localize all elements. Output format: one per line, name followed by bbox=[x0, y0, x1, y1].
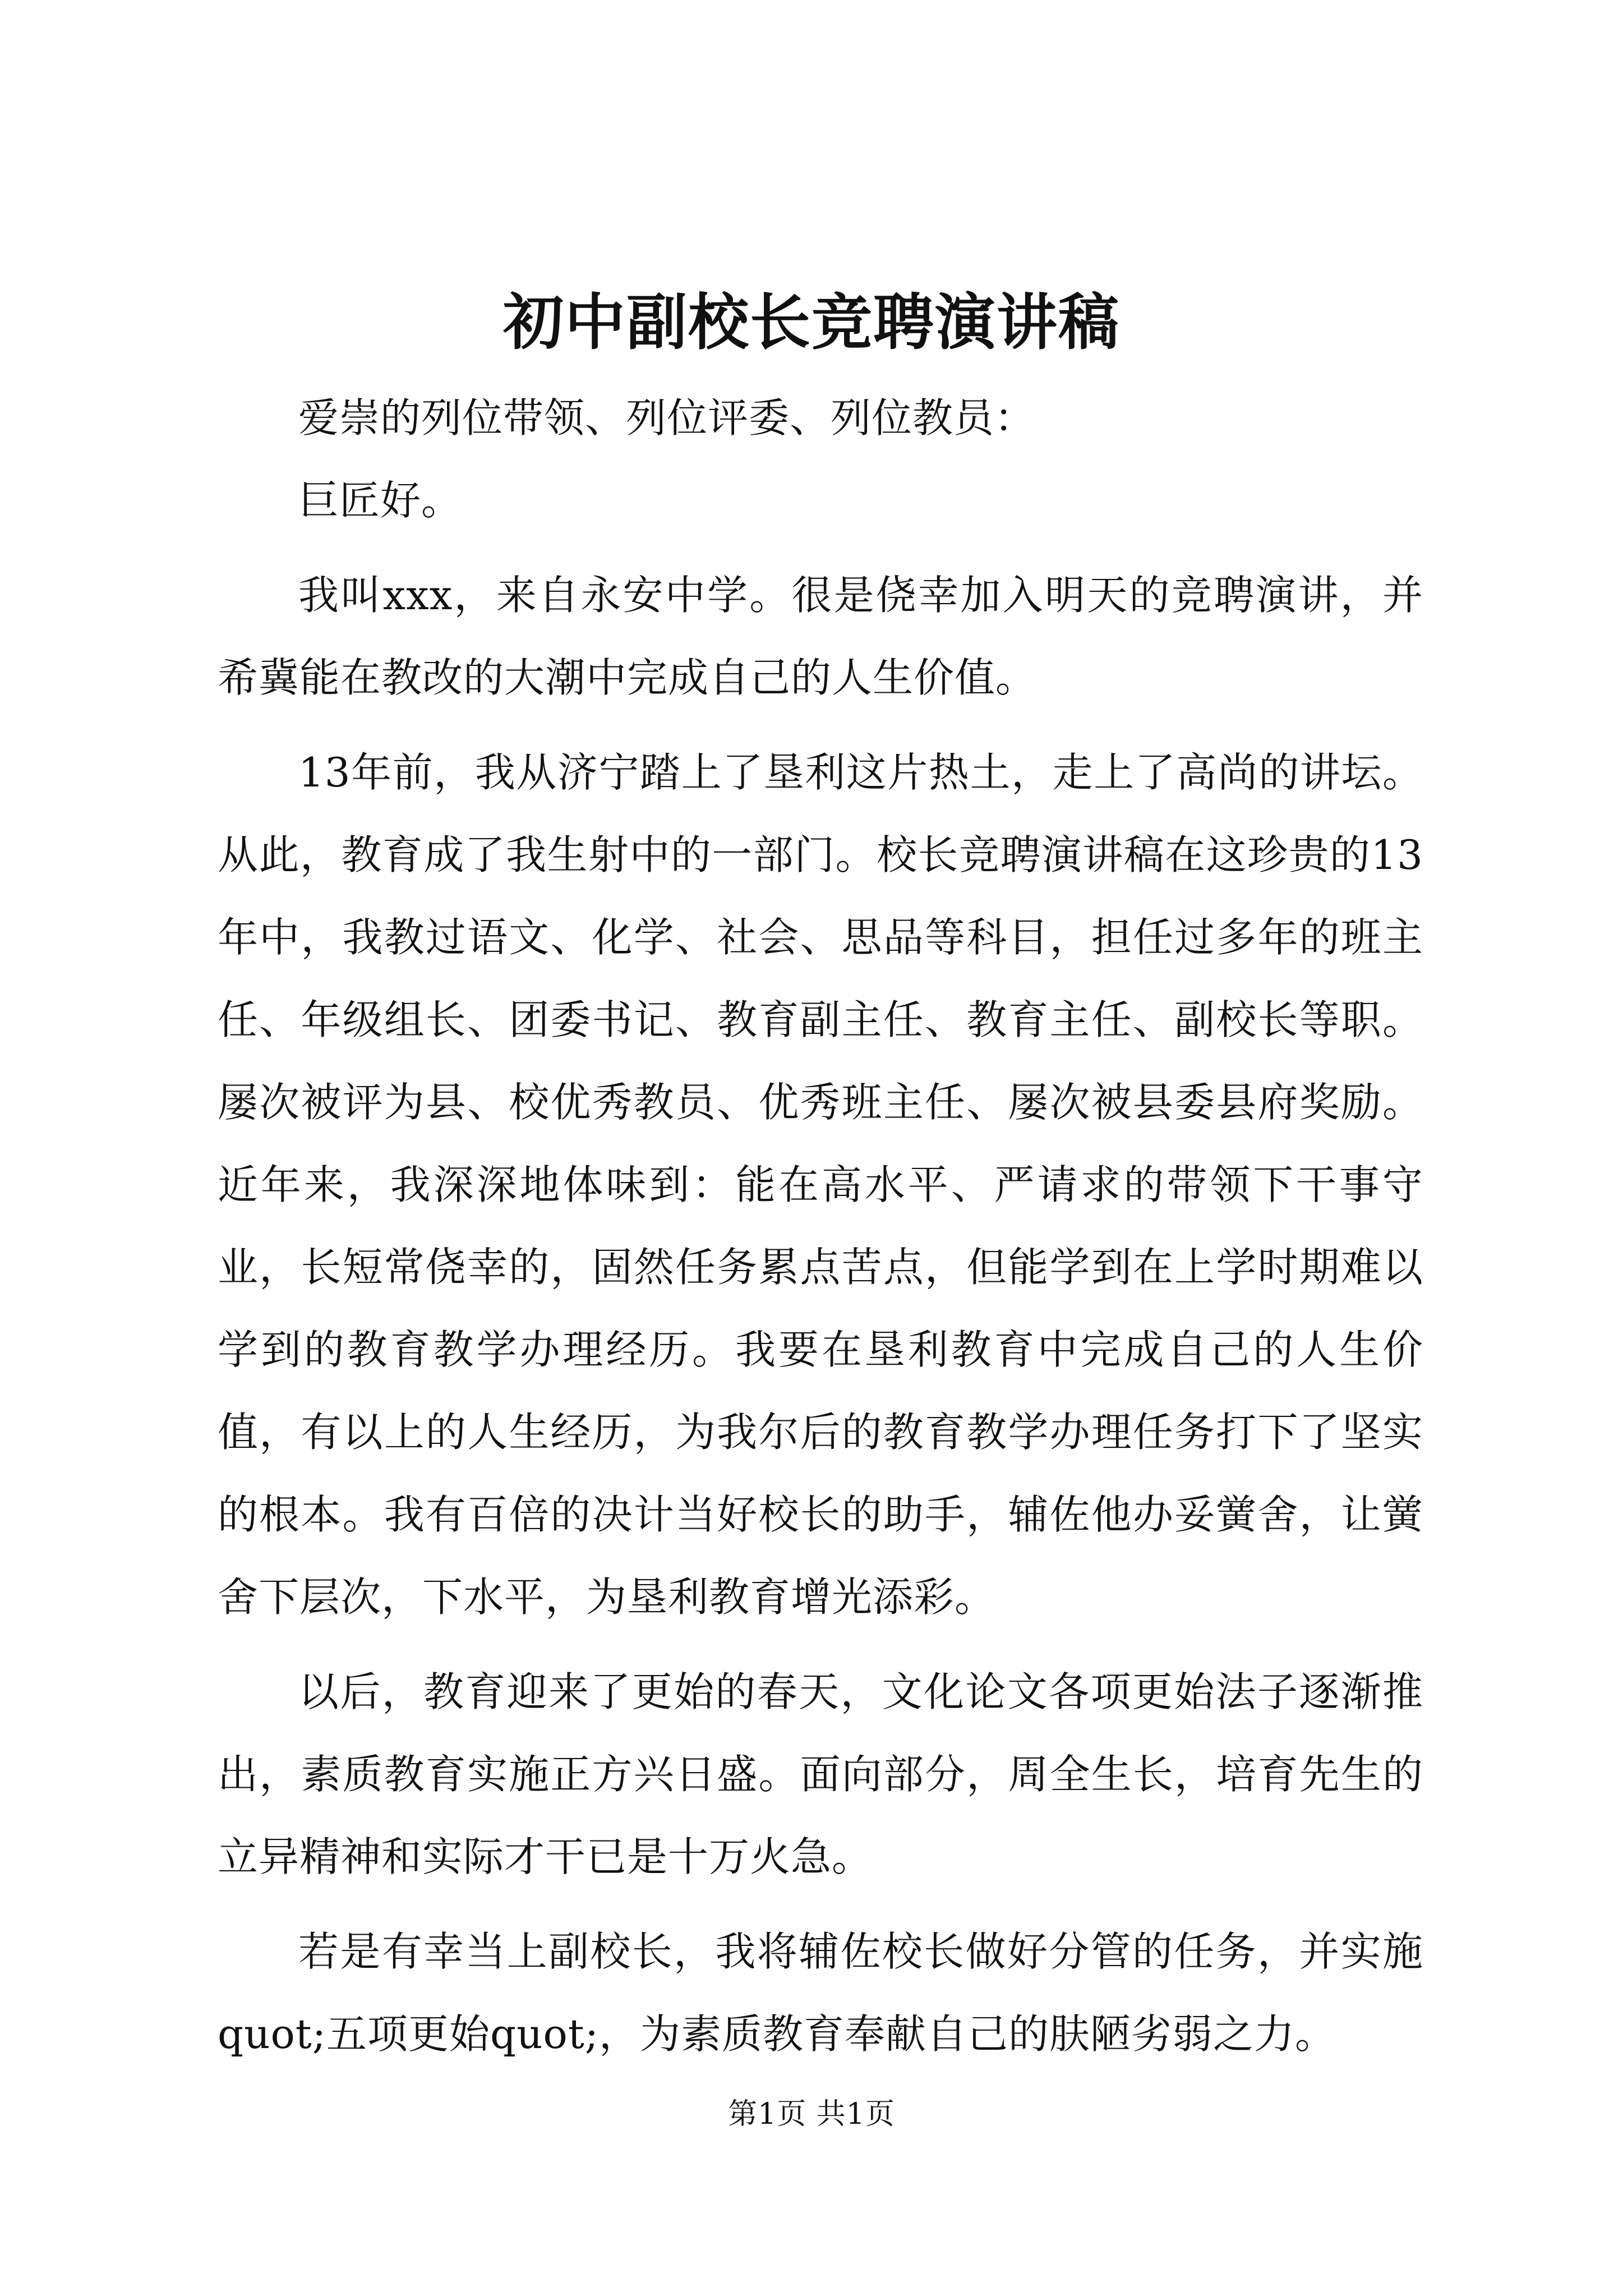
document-title: 初中副校长竞聘演讲稿 bbox=[502, 287, 1120, 358]
intro-paragraph: 我叫xxx，来自永安中学。很是侥幸加入明天的竞聘演讲，并希冀能在教改的大潮中完成自己的人生价值。 bbox=[218, 572, 1423, 701]
greeting-paragraph: 爱崇的列位带领、列位评委、列位教员： bbox=[298, 394, 1036, 441]
current-situation-paragraph: 以后，教育迎来了更始的春天，文化论文各项更始法子逐渐推出，素质教育实施正方兴日盛。面向部分，周全生长，培育先生的立异精神和实际才干已是十万火急。 bbox=[218, 1668, 1423, 1880]
page-footer: 第1页 共1页 bbox=[728, 2097, 895, 2131]
pledge-paragraph: 若是有幸当上副校长，我将辅佐校长做好分管的任务，并实施quot;五项更始quot;，为素质教育奉献自己的肤陋劣弱之力。 bbox=[218, 1928, 1423, 2058]
document-body bbox=[218, 377, 1423, 2076]
hello-paragraph: 巨匠好。 bbox=[298, 477, 463, 524]
history-paragraph: 13年前，我从济宁踏上了垦利这片热土，走上了高尚的讲坛。从此，教育成了我生射中的一部门。校长竞聘演讲稿在这珍贵的13年中，我教过语文、化学、社会、思品等科目，担任过多年的班主任、年级组长、团委书记、教育副主任、教育主任、副校长等职。屡次被评为县、校优秀教员、优秀班主任、屡次被县委县府奖励。近年来，我深深地体味到：能在高水平、严请求的带领下干事守业，长短常侥幸的，固然任务累点苦点，但能学到在上学时期难以学到的教育教学办理经历。我要在垦利教育中完成自己的人生价值，有以上的人生经历，为我尔后的教育教学办理任务打下了坚实的根本。我有百倍的决计当好校长的助手，辅佐他办妥黉舍，让黉舍下层次，下水平，为垦利教育增光添彩。 bbox=[218, 749, 1423, 1621]
